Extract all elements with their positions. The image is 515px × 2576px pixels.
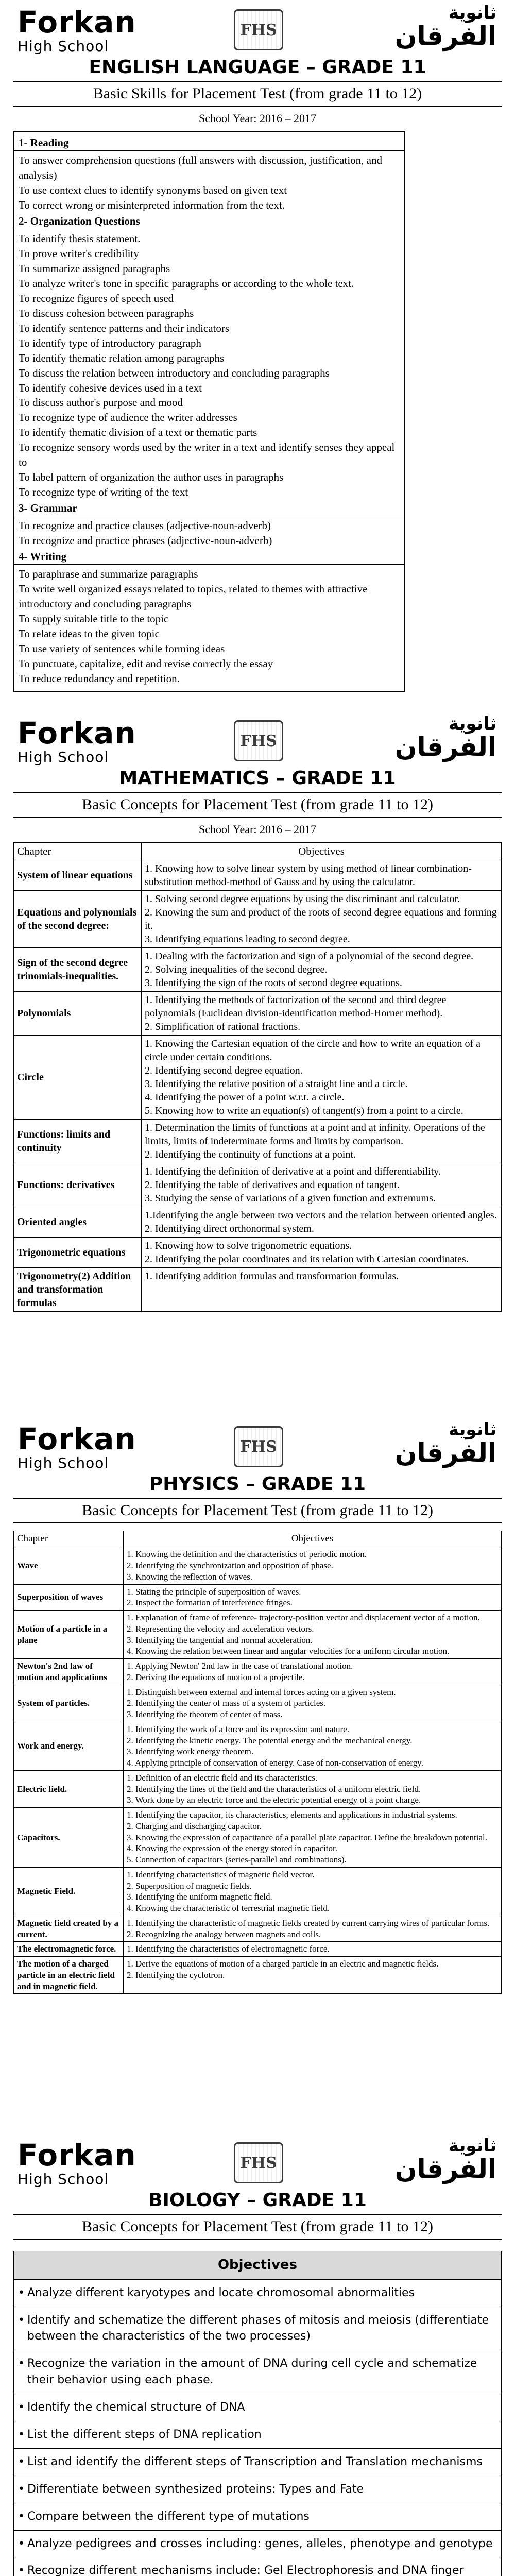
objective-item: • List the different steps of DNA replication bbox=[14, 2421, 502, 2449]
arabic-brand: ثانوية الفرقان bbox=[394, 2136, 496, 2184]
school-logo: FHS bbox=[234, 2142, 283, 2183]
objective-line: 1. Derive the equations of motion of a charged particle in an electric and magnetic fields. bbox=[127, 1959, 439, 1969]
table-row bbox=[14, 1584, 502, 1611]
objective-line: 3. Studying the sense of variations of a given function and extremums. bbox=[145, 1193, 436, 1205]
objectives-cell bbox=[142, 948, 502, 992]
table-row bbox=[14, 992, 502, 1036]
skill-item: To identify thesis statement. bbox=[19, 232, 141, 245]
table-row bbox=[14, 1238, 502, 1268]
skill-item: To write well organized essays related to topics, related to themes with attractive introductory and concluding paragraphs bbox=[19, 583, 368, 611]
page-header bbox=[13, 1417, 502, 1472]
objective-line: 3. Knowing the expression of capacitance of a parallel plate capacitor. Define the breakdown potential. bbox=[127, 1832, 488, 1842]
skill-item: To identify thematic relation among paragraphs bbox=[19, 351, 225, 364]
objective-line: 2. Inspect the formation of interference fringes. bbox=[127, 1598, 293, 1608]
objectives-cell bbox=[124, 1685, 502, 1722]
objective-line: 1. Solving second degree equations by using the discriminant and calculator. bbox=[145, 893, 460, 905]
objective-line: 2. Identifying direct orthonormal system. bbox=[145, 1223, 314, 1235]
biology-page bbox=[0, 2133, 515, 2576]
objectives-cell bbox=[124, 1808, 502, 1868]
objectives-cell bbox=[124, 1584, 502, 1611]
objective-line: 2. Solving inequalities of the second degree. bbox=[145, 964, 328, 976]
objective-line: 1. Applying Newton' 2nd law in the case of translational motion. bbox=[127, 1661, 353, 1671]
school-year: School Year: 2016 – 2017 bbox=[199, 112, 316, 125]
objective-line: 4. Knowing the expression of the energy stored in capacitor. bbox=[127, 1843, 337, 1854]
objectives-cell bbox=[124, 1770, 502, 1807]
school-brand bbox=[18, 718, 136, 765]
school-subname: High School bbox=[18, 2171, 109, 2188]
objective-line: 1. Knowing the definition and the characteristics of periodic motion. bbox=[127, 1549, 367, 1560]
objective-line: 4. Knowing the characteristic of terrestrial magnetic field. bbox=[127, 1903, 330, 1913]
page-title: PHYSICS – GRADE 11 bbox=[149, 1473, 366, 1495]
objective-item: • Recognize the variation in the amount of DNA during cell cycle and schematize their behavior using each phase. bbox=[14, 2350, 502, 2394]
objective-item: • Analyze different karyotypes and locate chromosomal abnormalities bbox=[14, 2279, 502, 2307]
table-row bbox=[14, 1547, 502, 1584]
objective-line: 3. Identifying the relative position of a straight line and a circle. bbox=[145, 1078, 408, 1090]
objective-item: • List and identify the different steps of Transcription and Translation mechanisms bbox=[14, 2448, 502, 2476]
chapter-cell: Functions: derivatives bbox=[14, 1163, 142, 1207]
objective-line: 2. Identifying the cyclotron. bbox=[127, 1970, 225, 1980]
objective-line: 4. Applying principle of conservation of energy. Case of non-conservation of energy. bbox=[127, 1758, 423, 1768]
col-objectives: Objectives bbox=[142, 843, 502, 860]
skill-item: To reduce redundancy and repetition. bbox=[19, 672, 180, 685]
objective-line: 1. Identifying the methods of factorization of the second and third degree polynomials (Euclidean division-identification method-Horner method). bbox=[145, 994, 447, 1020]
page-header bbox=[13, 711, 502, 767]
objective-line: 2. Identifying the continuity of functions at a point. bbox=[145, 1149, 356, 1161]
english-page bbox=[0, 0, 515, 711]
school-brand bbox=[18, 7, 136, 54]
col-objectives: Objectives bbox=[14, 2251, 502, 2280]
col-chapter: Chapter bbox=[14, 1531, 124, 1547]
skill-item: To recognize and practice clauses (adjective-noun-adverb) bbox=[19, 519, 271, 532]
objectives-cell bbox=[142, 1207, 502, 1238]
objective-line: 2. Identifying the table of derivatives and equation of tangent. bbox=[145, 1179, 400, 1191]
skill-item: To recognize and practice phrases (adjective-noun-adverb) bbox=[19, 534, 272, 547]
objective-item: • Analyze pedigrees and crosses including: genes, alleles, phenotype and genotype bbox=[14, 2530, 502, 2557]
chapter-cell: Polynomials bbox=[14, 992, 142, 1036]
table-row bbox=[14, 1916, 502, 1942]
objectives-cell bbox=[142, 1036, 502, 1120]
page-title: ENGLISH LANGUAGE – GRADE 11 bbox=[89, 57, 426, 78]
chapter-cell: Functions: limits and continuity bbox=[14, 1120, 142, 1163]
objectives-cell bbox=[142, 1163, 502, 1207]
chapter-cell: Newton's 2nd law of motion and applications bbox=[14, 1659, 124, 1685]
chapter-cell: Magnetic field created by a current. bbox=[14, 1916, 124, 1942]
chapter-cell: Work and energy. bbox=[14, 1722, 124, 1770]
section-heading: 3- Grammar bbox=[14, 501, 404, 516]
objective-line: 1. Identifying the definition of derivative at a point and differentiability. bbox=[145, 1166, 441, 1178]
objective-line: 2. Charging and discharging capacitor. bbox=[127, 1821, 262, 1831]
math-page bbox=[0, 711, 515, 1417]
objectives-cell bbox=[142, 992, 502, 1036]
objective-line: 3. Knowing the reflection of waves. bbox=[127, 1571, 253, 1582]
objective-line: 2. Identifying the lines of the field and the characteristics of a uniform electric field. bbox=[127, 1784, 421, 1794]
objectives-cell bbox=[142, 1268, 502, 1312]
objective-line: 3. Identifying equations leading to second degree. bbox=[145, 934, 350, 945]
objective-line: 1. Knowing the Cartesian equation of the circle and how to write an equation of a circle under certain conditions. bbox=[145, 1038, 481, 1063]
chapter-cell: System of linear equations bbox=[14, 860, 142, 891]
objectives-cell bbox=[124, 1916, 502, 1942]
arabic-brand: ثانوية الفرقان bbox=[394, 3, 496, 51]
skill-item: To discuss cohesion between paragraphs bbox=[19, 307, 194, 319]
table-row bbox=[14, 1036, 502, 1120]
objectives-cell bbox=[124, 1942, 502, 1957]
page-subtitle: Basic Concepts for Placement Test (from grade 11 to 12) bbox=[13, 1498, 502, 1523]
skill-item: To identify cohesive devices used in a text bbox=[19, 381, 202, 394]
table-row bbox=[14, 2394, 502, 2421]
table-row bbox=[14, 2530, 502, 2557]
table-row bbox=[14, 1957, 502, 1994]
objective-line: 4. Identifying the power of a point w.r.t. a circle. bbox=[145, 1092, 345, 1104]
objective-line: 2. Recognizing the analogy between magnets and coils. bbox=[127, 1929, 321, 1939]
objectives-cell bbox=[124, 1722, 502, 1770]
objectives-cell bbox=[142, 891, 502, 948]
skill-item: To identify thematic division of a text or thematic parts bbox=[19, 426, 258, 439]
page-subtitle: Basic Concepts for Placement Test (from grade 11 to 12) bbox=[13, 792, 502, 818]
table-row bbox=[14, 2448, 502, 2476]
objectives-cell bbox=[142, 1120, 502, 1163]
table-row bbox=[14, 1120, 502, 1163]
objective-line: 1. Determination the limits of functions at a point and at infinity. Operations of the limits, limits of indeterminate forms and limits by comparison. bbox=[145, 1122, 485, 1147]
chapter-cell: The motion of a charged particle in an electric field and in magnetic field. bbox=[14, 1957, 124, 1994]
english-skills-box bbox=[13, 131, 405, 692]
physics-objectives-table bbox=[13, 1531, 502, 1994]
physics-page bbox=[0, 1417, 515, 2133]
objectives-cell bbox=[142, 1238, 502, 1268]
skill-item: To recognize type of writing of the text bbox=[19, 486, 188, 499]
skill-item: To correct wrong or misinterpreted information from the text. bbox=[19, 198, 285, 211]
chapter-cell: Trigonometry(2) Addition and transformation formulas bbox=[14, 1268, 142, 1312]
objective-line: 1. Identifying the characteristic of magnetic fields created by current carrying wires of particular forms. bbox=[127, 1918, 490, 1928]
school-brand bbox=[18, 2140, 136, 2187]
objective-line: 2. Simplification of rational fractions. bbox=[145, 1021, 301, 1033]
table-row bbox=[14, 860, 502, 891]
table-row bbox=[14, 2557, 502, 2576]
table-row bbox=[14, 1770, 502, 1807]
objectives-cell bbox=[124, 1957, 502, 1994]
objective-line: 2. Identifying the polar coordinates and its relation with Cartesian coordinates. bbox=[145, 1253, 469, 1265]
objective-line: 2. Identifying second degree equation. bbox=[145, 1065, 303, 1077]
objective-line: 1. Dealing with the factorization and sign of a polynomial of the second degree. bbox=[145, 951, 474, 962]
table-row bbox=[14, 2350, 502, 2394]
objective-line: 3. Identifying the tangential and normal acceleration. bbox=[127, 1635, 313, 1645]
objective-line: 4. Knowing the relation between linear and angular velocities for a uniform circular motion. bbox=[127, 1646, 450, 1656]
objectives-cell bbox=[124, 1867, 502, 1916]
skill-item: To recognize sensory words used by the writer in a text and identify senses they appeal to bbox=[19, 441, 395, 469]
table-row bbox=[14, 948, 502, 992]
skill-item: To punctuate, capitalize, edit and revise correctly the essay bbox=[19, 657, 273, 670]
table-row bbox=[14, 2503, 502, 2530]
skill-item: To use context clues to identify synonyms based on given text bbox=[19, 183, 287, 196]
school-subname: High School bbox=[18, 38, 109, 55]
skill-item: To supply suitable title to the topic bbox=[19, 613, 169, 625]
objectives-cell bbox=[124, 1659, 502, 1685]
biology-objectives-table bbox=[13, 2251, 502, 2576]
objective-line: 2. Representing the velocity and acceleration vectors. bbox=[127, 1623, 314, 1634]
objective-item: • Compare between the different type of mutations bbox=[14, 2503, 502, 2530]
chapter-cell: Circle bbox=[14, 1036, 142, 1120]
objective-item: • Identify the chemical structure of DNA bbox=[14, 2394, 502, 2421]
objective-line: 1. Definition of an electric field and its characteristics. bbox=[127, 1772, 318, 1783]
objective-line: 2. Deriving the equations of motion of a projectile. bbox=[127, 1672, 305, 1682]
objective-item: • Differentiate between synthesized proteins: Types and Fate bbox=[14, 2476, 502, 2503]
objective-line: 1. Identifying the characteristics of electromagnetic force. bbox=[127, 1944, 330, 1954]
skill-item: To analyze writer's tone in specific paragraphs or according to the whole text. bbox=[19, 277, 354, 290]
table-row bbox=[14, 2307, 502, 2350]
math-objectives-table bbox=[13, 842, 502, 1312]
objective-line: 3. Identifying the sign of the roots of second degree equations. bbox=[145, 977, 402, 989]
objective-line: 2. Identifying the synchronization and opposition of phase. bbox=[127, 1561, 333, 1571]
chapter-cell: Equations and polynomials of the second degree: bbox=[14, 891, 142, 948]
chapter-cell: Electric field. bbox=[14, 1770, 124, 1807]
arabic-brand: ثانوية الفرقان bbox=[394, 1419, 496, 1468]
objective-line: 1. Stating the principle of superposition of waves. bbox=[127, 1586, 301, 1597]
objectives-cell bbox=[142, 860, 502, 891]
skill-item: To recognize type of audience the writer addresses bbox=[19, 411, 237, 424]
objective-line: 1. Identifying addition formulas and transformation formulas. bbox=[145, 1270, 399, 1282]
skill-item: To discuss the relation between introductory and concluding paragraphs bbox=[19, 366, 330, 379]
page-title: MATHEMATICS – GRADE 11 bbox=[119, 768, 396, 789]
chapter-cell: Trigonometric equations bbox=[14, 1238, 142, 1268]
skill-item: To prove writer's credibility bbox=[19, 247, 139, 260]
page-title: BIOLOGY – GRADE 11 bbox=[148, 2190, 367, 2211]
school-year: School Year: 2016 – 2017 bbox=[199, 823, 316, 836]
school-subname: High School bbox=[18, 749, 109, 766]
skill-item: To discuss author's purpose and mood bbox=[19, 396, 183, 409]
table-row bbox=[14, 1942, 502, 1957]
page-subtitle: Basic Concepts for Placement Test (from grade 11 to 12) bbox=[13, 2214, 502, 2240]
objective-line: 3. Identifying work energy theorem. bbox=[127, 1747, 254, 1757]
objective-line: 1. Identifying the work of a force and its expression and nature. bbox=[127, 1724, 349, 1734]
table-row bbox=[14, 1685, 502, 1722]
chapter-cell: Capacitors. bbox=[14, 1808, 124, 1868]
table-row bbox=[14, 891, 502, 948]
table-row bbox=[14, 2421, 502, 2449]
school-logo: FHS bbox=[234, 9, 283, 50]
col-objectives: Objectives bbox=[124, 1531, 502, 1547]
objective-line: 1. Knowing how to solve trigonometric equations. bbox=[145, 1240, 352, 1252]
school-name: Forkan bbox=[18, 1421, 136, 1456]
school-name: Forkan bbox=[18, 716, 136, 751]
table-row bbox=[14, 1268, 502, 1312]
school-name: Forkan bbox=[18, 2138, 136, 2173]
objective-line: 3. Work done by an electric force and the electric potential energy of a point charge. bbox=[127, 1795, 421, 1805]
school-subname: High School bbox=[18, 1454, 109, 1471]
chapter-cell: Wave bbox=[14, 1547, 124, 1584]
table-row bbox=[14, 1867, 502, 1916]
table-row bbox=[14, 1163, 502, 1207]
objective-line: 1. Identifying the capacitor, its characteristics, elements and applications in industrial systems. bbox=[127, 1810, 457, 1820]
skill-item: To use variety of sentences while forming ideas bbox=[19, 642, 225, 655]
page-header bbox=[13, 2133, 502, 2189]
objective-line: 5. Connection of capacitors (series-parallel and combinations). bbox=[127, 1855, 347, 1865]
col-chapter: Chapter bbox=[14, 843, 142, 860]
table-row bbox=[14, 2279, 502, 2307]
table-row bbox=[14, 1722, 502, 1770]
objective-line: 5. Knowing how to write an equation(s) of tangent(s) from a point to a circle. bbox=[145, 1105, 464, 1117]
chapter-cell: The electromagnetic force. bbox=[14, 1942, 124, 1957]
chapter-cell: Motion of a particle in a plane bbox=[14, 1611, 124, 1659]
objectives-cell bbox=[124, 1611, 502, 1659]
skill-item: To summarize assigned paragraphs bbox=[19, 262, 170, 275]
section-heading: 1- Reading bbox=[14, 135, 404, 151]
skill-item: To label pattern of organization the author uses in paragraphs bbox=[19, 471, 284, 484]
chapter-cell: Sign of the second degree trinomials-inequalities. bbox=[14, 948, 142, 992]
objective-line: 1. Knowing how to solve linear system by using method of linear combination-substitution method-method of Gauss and by using the calculator. bbox=[145, 863, 472, 888]
page-header bbox=[13, 0, 502, 56]
table-row bbox=[14, 1611, 502, 1659]
chapter-cell: System of particles. bbox=[14, 1685, 124, 1722]
chapter-cell: Superposition of waves bbox=[14, 1584, 124, 1611]
page-subtitle: Basic Skills for Placement Test (from grade 11 to 12) bbox=[13, 81, 502, 107]
objective-line: 1. Explanation of frame of reference- trajectory-position vector and displacement vector of a motion. bbox=[127, 1613, 480, 1623]
objectives-cell bbox=[124, 1547, 502, 1584]
objective-line: 2. Superposition of magnetic fields. bbox=[127, 1880, 252, 1891]
school-logo: FHS bbox=[234, 1426, 283, 1467]
school-name: Forkan bbox=[18, 5, 136, 40]
skill-item: To identify sentence patterns and their indicators bbox=[19, 321, 230, 334]
objective-item: • Recognize different mechanisms include: Gel Electrophoresis and DNA finger bbox=[14, 2557, 502, 2576]
skill-item: To identify type of introductory paragraph bbox=[19, 336, 201, 349]
arabic-brand: ثانوية الفرقان bbox=[394, 714, 496, 762]
section-heading: 4- Writing bbox=[14, 549, 404, 565]
objective-line: 3. Identifying the theorem of center of mass. bbox=[127, 1709, 283, 1720]
objective-line: 1.Identifying the angle between two vectors and the relation between oriented angles. bbox=[145, 1210, 497, 1222]
objective-line: 3. Identifying the uniform magnetic field. bbox=[127, 1892, 272, 1902]
chapter-cell: Magnetic Field. bbox=[14, 1867, 124, 1916]
skill-item: To recognize figures of speech used bbox=[19, 292, 174, 304]
section-heading: 2- Organization Questions bbox=[14, 214, 404, 229]
objective-line: 1. Identifying characteristics of magnetic field vector. bbox=[127, 1869, 315, 1879]
skill-item: To paraphrase and summarize paragraphs bbox=[19, 568, 198, 581]
table-row bbox=[14, 1659, 502, 1685]
school-logo: FHS bbox=[234, 720, 283, 761]
objective-item: • Identify and schematize the different phases of mitosis and meiosis (differentiate between the characteristics of the two processes) bbox=[14, 2307, 502, 2350]
objective-line: 2. Identifying the kinetic energy. The potential energy and the mechanical energy. bbox=[127, 1735, 413, 1745]
objective-line: 1. Distinguish between external and internal forces acting on a given system. bbox=[127, 1687, 396, 1697]
table-row bbox=[14, 2476, 502, 2503]
table-row bbox=[14, 1207, 502, 1238]
skill-item: To relate ideas to the given topic bbox=[19, 628, 160, 640]
table-row bbox=[14, 1808, 502, 1868]
skill-item: To answer comprehension questions (full answers with discussion, justification, and analysis) bbox=[19, 154, 382, 181]
school-brand bbox=[18, 1421, 136, 1471]
chapter-cell: Oriented angles bbox=[14, 1207, 142, 1238]
objective-line: 2. Identifying the center of mass of a system of particles. bbox=[127, 1698, 326, 1708]
objective-line: 2. Knowing the sum and product of the roots of second degree equations and forming it. bbox=[145, 907, 497, 932]
